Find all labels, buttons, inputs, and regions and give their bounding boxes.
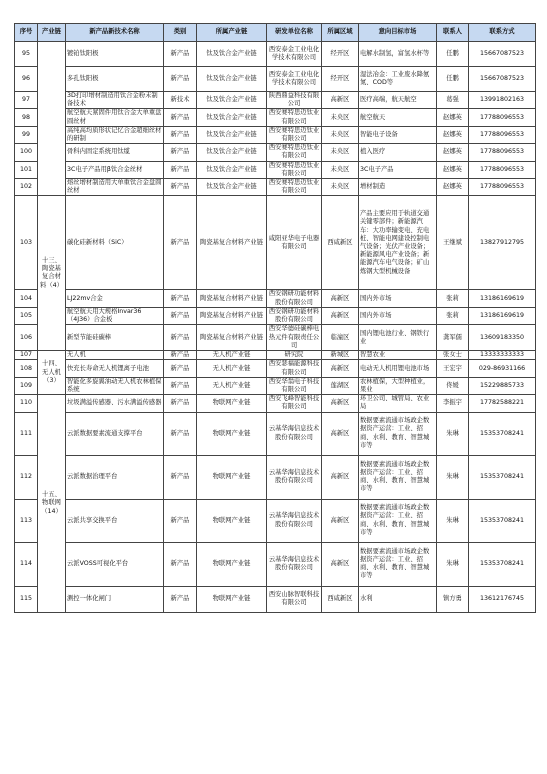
contact-person-cell: 赵娜英 — [437, 179, 469, 196]
organization-cell: 西安赛特思迈钛业有限公司 — [267, 179, 322, 196]
region-cell: 未央区 — [322, 109, 359, 126]
organization-cell: 西安山脉智联科技有限公司 — [267, 586, 322, 612]
region-cell: 高新区 — [322, 290, 359, 307]
phone-cell: 15667087523 — [469, 67, 536, 92]
table-row — [15, 144, 536, 161]
organization-cell: 咸阳亚华电子电器有限公司 — [267, 196, 322, 290]
category-cell: 新产品 — [164, 360, 197, 377]
row-number-cell: 110 — [15, 395, 38, 412]
table-row — [15, 542, 536, 586]
table-row — [15, 499, 536, 542]
region-cell: 未央区 — [322, 179, 359, 196]
target-market-cell: 国内锂电池行业、钢铁行业 — [359, 325, 437, 351]
header-cell: 所属区域 — [322, 24, 359, 42]
organization-cell: 西安钢研功能材料股份有限公司 — [267, 307, 322, 324]
phone-cell: 17788096553 — [469, 179, 536, 196]
row-number-cell: 109 — [15, 377, 38, 394]
contact-person-cell: 任鹏 — [437, 42, 469, 67]
target-market-cell: 数据要素流通市场政企数据资产运营：工业、招商、水利、教育、智慧城市等 — [359, 455, 437, 499]
organization-cell: 西安飞峰智能科技有限公司 — [267, 395, 322, 412]
row-number-cell: 105 — [15, 307, 38, 324]
category-cell: 新产品 — [164, 377, 197, 394]
table-row — [15, 161, 536, 178]
row-number-cell: 101 — [15, 161, 38, 178]
phone-cell: 13609183350 — [469, 325, 536, 351]
header-cell: 联系方式 — [469, 24, 536, 42]
product-name-cell: 航空航天紧固件用钛合金大单重盘圆丝材 — [66, 109, 164, 126]
organization-cell: 云基华海信息技术股份有限公司 — [267, 455, 322, 499]
product-name-cell: 高纯高均质形状记忆合金超细丝材的研制 — [66, 126, 164, 143]
region-cell: 经开区 — [322, 42, 359, 67]
product-name-cell: 云派数据要素流通支撑平台 — [66, 412, 164, 455]
region-cell: 莲湖区 — [322, 377, 359, 394]
product-name-cell: 镀铂钛阳极 — [66, 42, 164, 67]
phone-cell: 17788096553 — [469, 161, 536, 178]
category-cell: 新产品 — [164, 126, 197, 143]
header-cell: 产业链 — [38, 24, 66, 42]
region-cell: 新城区 — [322, 351, 359, 360]
industry-chain-cell: 物联网产业链 — [197, 542, 267, 586]
row-number-cell: 113 — [15, 499, 38, 542]
product-name-cell: 云派数据治理平台 — [66, 455, 164, 499]
product-name-cell: 航空航天用大规格Invar36（4J36）合金板 — [66, 307, 164, 324]
organization-cell: 西安赛特思迈钛业有限公司 — [267, 144, 322, 161]
organization-cell: 云基华海信息技术股份有限公司 — [267, 499, 322, 542]
row-number-cell: 102 — [15, 179, 38, 196]
category-cell: 新产品 — [164, 42, 197, 67]
industry-chain-cell: 物联网产业链 — [197, 455, 267, 499]
product-name-cell: 碳化硅新材料（SiC） — [66, 196, 164, 290]
industry-chain-cell: 钛及钛合金产业链 — [197, 161, 267, 178]
table-row — [15, 126, 536, 143]
contact-person-cell: 葛强 — [437, 92, 469, 109]
industry-chain-cell: 钛及钛合金产业链 — [197, 42, 267, 67]
category-cell: 新产品 — [164, 179, 197, 196]
target-market-cell: 国内外市场 — [359, 307, 437, 324]
phone-cell: 17788096553 — [469, 109, 536, 126]
row-number-cell: 108 — [15, 360, 38, 377]
table-row — [15, 395, 536, 412]
contact-person-cell: 朱琳 — [437, 455, 469, 499]
target-market-cell: 医疗高端，航天航空 — [359, 92, 437, 109]
industry-chain-cell: 无人机产业链 — [197, 377, 267, 394]
region-cell: 高新区 — [322, 395, 359, 412]
industry-chain-cell: 钛及钛合金产业链 — [197, 179, 267, 196]
organization-cell: 陕西鼎益科技有限公司 — [267, 92, 322, 109]
organization-cell: 西安泰金工业电化学技术有限公司 — [267, 42, 322, 67]
contact-person-cell: 王继斌 — [437, 196, 469, 290]
target-market-cell: 智慧农业 — [359, 351, 437, 360]
target-market-cell: 国内外市场 — [359, 290, 437, 307]
category-cell: 新产品 — [164, 144, 197, 161]
organization-cell: 云基华海信息技术股份有限公司 — [267, 542, 322, 586]
target-market-cell: 农林植保，大型种植业，果业 — [359, 377, 437, 394]
target-market-cell: 数据要素流通市场政企数据资产运营：工业、招商、水利、教育、智慧城市等 — [359, 542, 437, 586]
category-cell: 新产品 — [164, 196, 197, 290]
header-cell: 意向目标市场 — [359, 24, 437, 42]
table-row — [15, 586, 536, 612]
target-market-cell: 增材制造 — [359, 179, 437, 196]
category-cell: 新技术 — [164, 92, 197, 109]
category-cell: 新产品 — [164, 307, 197, 324]
contact-person-cell: 王宏宇 — [437, 360, 469, 377]
row-number-cell: 115 — [15, 586, 38, 612]
product-name-cell: 智能化多旋翼油动无人机农林植保系统 — [66, 377, 164, 394]
organization-cell: 西安赛特思迈钛业有限公司 — [267, 126, 322, 143]
contact-person-cell: 龚军儒 — [437, 325, 469, 351]
industry-chain-cell: 钛及钛合金产业链 — [197, 144, 267, 161]
industry-chain-cell: 陶瓷基复合材料产业链 — [197, 196, 267, 290]
product-name-cell: 无人机 — [66, 351, 164, 360]
category-cell: 新产品 — [164, 161, 197, 178]
industry-group-cell: 十四、无人机（3） — [38, 351, 66, 395]
phone-cell: 13333333333 — [469, 351, 536, 360]
category-cell: 新产品 — [164, 325, 197, 351]
phone-cell: 15353708241 — [469, 499, 536, 542]
phone-cell: 13612176745 — [469, 586, 536, 612]
row-number-cell: 114 — [15, 542, 38, 586]
industry-chain-cell: 物联网产业链 — [197, 412, 267, 455]
phone-cell: 029-86931166 — [469, 360, 536, 377]
table-row — [15, 109, 536, 126]
product-table — [14, 23, 536, 613]
header-cell: 新产品新技术名称 — [66, 24, 164, 42]
product-name-cell: 云派VOSS可视化平台 — [66, 542, 164, 586]
category-cell: 新产品 — [164, 542, 197, 586]
contact-person-cell: 赵娜英 — [437, 126, 469, 143]
product-name-cell: 骨科内固定系统用钛缆 — [66, 144, 164, 161]
region-cell: 西咸新区 — [322, 196, 359, 290]
category-cell: 新产品 — [164, 455, 197, 499]
phone-cell: 13827912795 — [469, 196, 536, 290]
industry-chain-cell: 无人机产业链 — [197, 351, 267, 360]
industry-chain-cell: 钛及钛合金产业链 — [197, 109, 267, 126]
table-row — [15, 290, 536, 307]
contact-person-cell: 任鹏 — [437, 67, 469, 92]
industry-chain-cell: 钛及钛合金产业链 — [197, 67, 267, 92]
organization-cell: 云基华海信息技术股份有限公司 — [267, 412, 322, 455]
contact-person-cell: 李振宇 — [437, 395, 469, 412]
organization-cell: 西安钢研功能材料股份有限公司 — [267, 290, 322, 307]
phone-cell: 17788096553 — [469, 144, 536, 161]
product-name-cell: LJ22mv合金 — [66, 290, 164, 307]
contact-person-cell: 张女士 — [437, 351, 469, 360]
target-market-cell: 航空航天 — [359, 109, 437, 126]
product-name-cell: 测控一体化闸门 — [66, 586, 164, 612]
category-cell: 新产品 — [164, 412, 197, 455]
category-cell: 新产品 — [164, 67, 197, 92]
target-market-cell: 数据要素流通市场政企数据资产运营：工业、招商、水利、教育、智慧城市等 — [359, 412, 437, 455]
row-number-cell: 104 — [15, 290, 38, 307]
contact-person-cell: 朱琳 — [437, 412, 469, 455]
contact-person-cell: 张莉 — [437, 307, 469, 324]
target-market-cell: 电解水制氢，富氢水杯等 — [359, 42, 437, 67]
industry-chain-cell: 陶瓷基复合材料产业链 — [197, 325, 267, 351]
table-row — [15, 92, 536, 109]
target-market-cell: 智能电子设备 — [359, 126, 437, 143]
product-name-cell: 多孔钛阳极 — [66, 67, 164, 92]
contact-person-cell: 赵娜英 — [437, 144, 469, 161]
region-cell: 未央区 — [322, 126, 359, 143]
category-cell: 新产品 — [164, 109, 197, 126]
contact-person-cell: 佟媛 — [437, 377, 469, 394]
header-cell: 序号 — [15, 24, 38, 42]
row-number-cell: 112 — [15, 455, 38, 499]
contact-person-cell: 朱琳 — [437, 499, 469, 542]
table-row — [15, 179, 536, 196]
contact-person-cell: 镇方勇 — [437, 586, 469, 612]
row-number-cell: 111 — [15, 412, 38, 455]
organization-cell: 西安赛特思迈钛业有限公司 — [267, 109, 322, 126]
header-cell: 类别 — [164, 24, 197, 42]
table-row — [15, 196, 536, 290]
organization-cell: 西安瑟福能源科技有限公司 — [267, 360, 322, 377]
table-row — [15, 307, 536, 324]
header-cell: 研发单位名称 — [267, 24, 322, 42]
organization-cell: 西安华翁电子科技有限公司 — [267, 377, 322, 394]
region-cell: 未央区 — [322, 161, 359, 178]
target-market-cell: 产品主要应用于轨道交通关键零部件；新能源汽车：大功率输变电、充电桩、智能电网建设控制电气设备；光伏产业设备；新能源风电产业设备；新能源汽车电气设备；矿山炼钢大型机械设备 — [359, 196, 437, 290]
table-row — [15, 325, 536, 351]
product-name-cell: 新型节能硅碳棒 — [66, 325, 164, 351]
row-number-cell: 99 — [15, 126, 38, 143]
table-row — [15, 377, 536, 394]
category-cell: 新产品 — [164, 586, 197, 612]
product-name-cell: 垃圾满溢传感器、污水满溢传感器 — [66, 395, 164, 412]
target-market-cell: 数据要素流通市场政企数据资产运营：工业、招商、水利、教育、智慧城市等 — [359, 499, 437, 542]
target-market-cell: 环卫公司、城管局、农业局 — [359, 395, 437, 412]
industry-group-cell: 十三、陶瓷基复合材料（4） — [38, 196, 66, 351]
row-number-cell: 107 — [15, 351, 38, 360]
region-cell: 高新区 — [322, 499, 359, 542]
phone-cell: 15229885733 — [469, 377, 536, 394]
region-cell: 高新区 — [322, 455, 359, 499]
region-cell: 临潼区 — [322, 325, 359, 351]
row-number-cell: 97 — [15, 92, 38, 109]
category-cell: 新产品 — [164, 351, 197, 360]
table-row — [15, 360, 536, 377]
region-cell: 高新区 — [322, 542, 359, 586]
contact-person-cell: 赵娜英 — [437, 161, 469, 178]
phone-cell: 15353708241 — [469, 455, 536, 499]
product-name-cell: 快充长寿命无人机锂离子电池 — [66, 360, 164, 377]
phone-cell: 13186169619 — [469, 290, 536, 307]
industry-group-cell — [38, 42, 66, 196]
table-row — [15, 455, 536, 499]
region-cell: 高新区 — [322, 360, 359, 377]
row-number-cell: 96 — [15, 67, 38, 92]
target-market-cell: 电动无人机用锂电池市场 — [359, 360, 437, 377]
industry-chain-cell: 钛及钛合金产业链 — [197, 126, 267, 143]
region-cell: 高新区 — [322, 307, 359, 324]
industry-chain-cell: 陶瓷基复合材料产业链 — [197, 290, 267, 307]
product-name-cell: 3D打印增材制造用钛合金粉末制备技术 — [66, 92, 164, 109]
region-cell: 高新区 — [322, 412, 359, 455]
target-market-cell: 湿法冶金：工业废水降氨氮、COD等 — [359, 67, 437, 92]
table-row — [15, 412, 536, 455]
row-number-cell: 106 — [15, 325, 38, 351]
target-market-cell: 3C电子产品 — [359, 161, 437, 178]
category-cell: 新产品 — [164, 395, 197, 412]
industry-chain-cell: 钛及钛合金产业链 — [197, 92, 267, 109]
table-header-row — [15, 24, 536, 42]
contact-person-cell: 张莉 — [437, 290, 469, 307]
industry-chain-cell: 陶瓷基复合材料产业链 — [197, 307, 267, 324]
region-cell: 经开区 — [322, 67, 359, 92]
organization-cell: 西安华德硅碳棒电热元件有限责任公司 — [267, 325, 322, 351]
industry-group-cell: 十五、物联网（14） — [38, 395, 66, 612]
organization-cell: 西安赛特思迈钛业有限公司 — [267, 161, 322, 178]
row-number-cell: 95 — [15, 42, 38, 67]
region-cell: 西咸新区 — [322, 586, 359, 612]
phone-cell: 17788096553 — [469, 126, 536, 143]
category-cell: 新产品 — [164, 290, 197, 307]
phone-cell: 17782588221 — [469, 395, 536, 412]
phone-cell: 15667087523 — [469, 42, 536, 67]
row-number-cell: 100 — [15, 144, 38, 161]
product-table-sheet — [14, 23, 535, 613]
region-cell: 未央区 — [322, 144, 359, 161]
table-row — [15, 67, 536, 92]
row-number-cell: 103 — [15, 196, 38, 290]
product-name-cell: 云派共享交换平台 — [66, 499, 164, 542]
phone-cell: 15353708241 — [469, 542, 536, 586]
phone-cell: 15353708241 — [469, 412, 536, 455]
product-name-cell: 3C电子产品用β钛合金丝材 — [66, 161, 164, 178]
header-cell: 联系人 — [437, 24, 469, 42]
phone-cell: 13991802163 — [469, 92, 536, 109]
target-market-cell: 植入医疗 — [359, 144, 437, 161]
phone-cell: 13186169619 — [469, 307, 536, 324]
header-cell: 所属产业链 — [197, 24, 267, 42]
industry-chain-cell: 物联网产业链 — [197, 499, 267, 542]
category-cell: 新产品 — [164, 499, 197, 542]
row-number-cell: 98 — [15, 109, 38, 126]
table-row — [15, 351, 536, 360]
table-row — [15, 42, 536, 67]
industry-chain-cell: 无人机产业链 — [197, 360, 267, 377]
region-cell: 高新区 — [322, 92, 359, 109]
contact-person-cell: 朱琳 — [437, 542, 469, 586]
industry-chain-cell: 物联网产业链 — [197, 395, 267, 412]
industry-chain-cell: 物联网产业链 — [197, 586, 267, 612]
organization-cell: 研究院 — [267, 351, 322, 360]
target-market-cell: 水利 — [359, 586, 437, 612]
product-name-cell: 熔丝增材制造用大单重钛合金盘圆丝材 — [66, 179, 164, 196]
organization-cell: 西安泰金工业电化学技术有限公司 — [267, 67, 322, 92]
contact-person-cell: 赵娜英 — [437, 109, 469, 126]
